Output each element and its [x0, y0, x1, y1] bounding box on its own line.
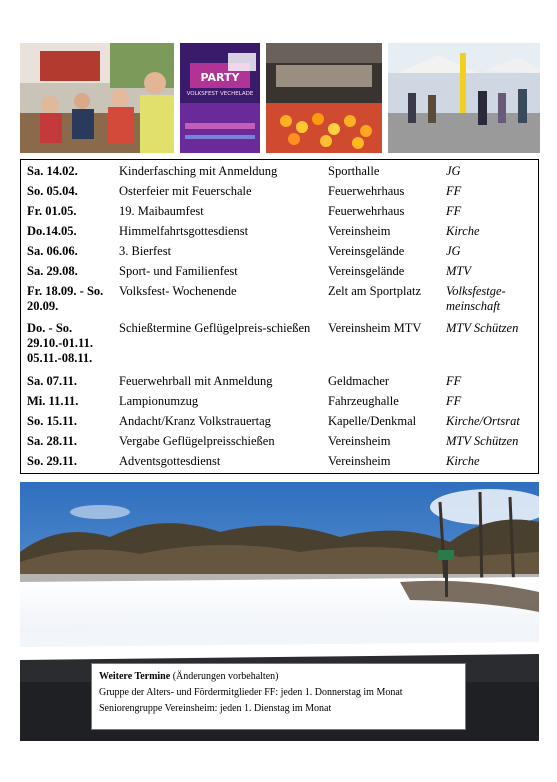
event-location: Geldmacher	[328, 374, 390, 388]
event-organizer: Kirche	[446, 224, 480, 238]
photo-outdoor-crowd	[388, 43, 540, 153]
event-date: So. 15.11.	[27, 414, 78, 428]
event-name: 19. Maibaumfest	[119, 204, 204, 218]
event-date: Sa. 29.08.	[27, 264, 78, 278]
event-organizer: JG	[446, 244, 461, 258]
event-location: Kapelle/Denkmal	[328, 414, 417, 428]
volksfest-party-flyer	[180, 43, 260, 153]
event-location: Vereinsheim	[328, 224, 391, 238]
flyer-subtitle: VOLKSFEST VECHELADE	[186, 91, 254, 97]
event-date: Sa. 14.02.	[27, 164, 78, 178]
event-name: Sport- und Familienfest	[119, 264, 238, 278]
event-date: Sa. 06.06.	[27, 244, 78, 258]
event-date: Mi. 11.11.	[27, 394, 79, 408]
event-date: Do. - So. 29.10.-01.11. 05.11.-08.11.	[27, 321, 93, 365]
event-location: Vereinsheim MTV	[328, 321, 422, 335]
event-location: Feuerwehrhaus	[328, 184, 405, 198]
event-organizer: MTV Schützen	[446, 321, 519, 335]
photo-people-at-tables	[20, 43, 174, 153]
event-name: Kinderfasching mit Anmeldung	[119, 164, 278, 178]
event-name: Andacht/Kranz Volkstrauertag	[119, 414, 271, 428]
event-organizer: MTV Schützen	[446, 434, 519, 448]
further-dates-note: (Änderungen vorbehalten)	[172, 671, 279, 682]
event-name: 3. Bierfest	[119, 244, 172, 258]
event-name: Lampionumzug	[119, 394, 199, 408]
event-date: So. 05.04.	[27, 184, 78, 198]
event-name: Vergabe Geflügelpreisschießen	[119, 434, 275, 448]
further-dates-title: Weitere Termine	[99, 671, 171, 682]
photo-ball-pit-hall	[266, 43, 382, 153]
event-organizer: Kirche/Ortsrat	[446, 414, 520, 428]
event-date: Fr. 18.09. - So. 20.09.	[27, 284, 104, 313]
event-location: Vereinsheim	[328, 434, 391, 448]
event-organizer: FF	[446, 204, 462, 218]
event-name: Schießtermine Geflügelpreis-schießen	[119, 321, 311, 335]
event-organizer: MTV	[446, 264, 471, 278]
event-date: So. 29.11.	[27, 454, 78, 468]
event-location: Zelt am Sportplatz	[328, 284, 422, 298]
event-location: Fahrzeughalle	[328, 394, 399, 408]
event-name: Himmelfahrtsgottesdienst	[119, 224, 249, 238]
event-location: Vereinsgelände	[328, 244, 405, 258]
event-name: Feuerwehrball mit Anmeldung	[119, 374, 273, 388]
further-dates-line-2: Seniorengruppe Vereinsheim: jeden 1. Dienstag im Monat	[99, 703, 332, 714]
event-organizer: FF	[446, 374, 462, 388]
flyer-title: PARTY	[200, 71, 240, 84]
event-date: Sa. 07.11.	[27, 374, 78, 388]
further-dates-box	[91, 663, 466, 730]
event-name: Volksfest- Wochenende	[119, 284, 237, 298]
event-date: Sa. 28.11.	[27, 434, 78, 448]
event-organizer: FF	[446, 184, 462, 198]
event-organizer: Kirche	[446, 454, 480, 468]
event-table	[20, 159, 539, 474]
event-date: Do.14.05.	[27, 224, 77, 238]
event-location: Feuerwehrhaus	[328, 204, 405, 218]
event-date: Fr. 01.05.	[27, 204, 77, 218]
event-organizer: Volksfestge-meinschaft	[446, 284, 506, 313]
event-name: Adventsgottesdienst	[119, 454, 221, 468]
event-location: Vereinsgelände	[328, 264, 405, 278]
further-dates-line-1: Gruppe der Alters- und Fördermitglieder FF: jeden 1. Donnerstag im Monat	[99, 687, 403, 698]
event-name: Osterfeier mit Feuerschale	[119, 184, 252, 198]
event-location: Sporthalle	[328, 164, 380, 178]
event-organizer: JG	[446, 164, 461, 178]
event-location: Vereinsheim	[328, 454, 391, 468]
event-organizer: FF	[446, 394, 462, 408]
